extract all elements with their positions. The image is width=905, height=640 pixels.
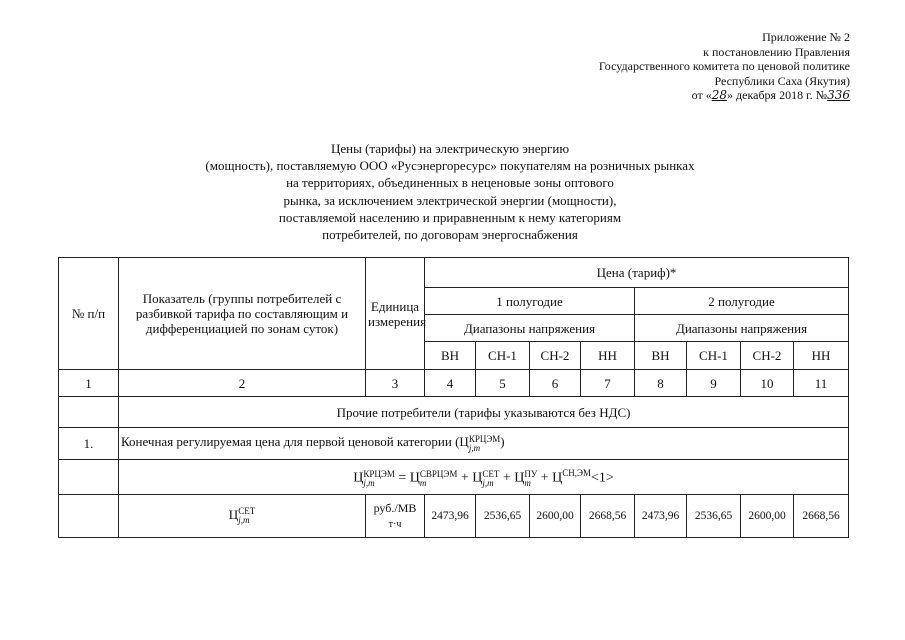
column-number-row [59,370,849,397]
empty-cell [59,397,119,428]
row-description-indices [469,435,500,453]
formula-operator: + Ц [457,470,483,486]
column-number: 6 [530,370,581,397]
formula-sup: СВРЦЭМ [419,468,458,479]
formula-sup: СЕТ [482,468,500,479]
appendix-title: Приложение № 2 [762,30,850,44]
appendix-block [599,30,850,103]
empty-cell [59,460,119,495]
formula-sub: m [524,477,531,488]
formula-sub: j,m [363,477,375,488]
voltage-sn2-2: СН-2 [741,342,794,370]
date-number: 336 [827,88,850,103]
formula-term: Ц [353,470,364,486]
appendix-committee: Государственного комитета по ценовой политике [598,59,850,74]
document-title [140,140,760,243]
header-number: № п/п [59,258,119,370]
formula-operator: = Ц [394,470,420,486]
value-cell: 2600,00 [530,495,581,538]
formula-sup: СН,ЭМ [562,468,591,479]
column-number: 4 [425,370,476,397]
tariff-table [58,257,849,538]
header-indicator: Показатель (группы потребителей с разбивкой тарифа по составляющим и дифференциацией по зонам суток) [119,258,366,370]
label-term: Ц [228,506,239,522]
voltage-sn1-2: СН-1 [687,342,741,370]
appendix-region: Республики Саха (Якутия) [714,73,850,88]
data-row-unit [366,495,425,538]
row-description [119,428,849,460]
column-number: 8 [635,370,687,397]
title-line-6: потребителей, по договорам энергоснабжения [322,227,578,243]
column-number: 5 [476,370,530,397]
index-sub: j,m [468,442,481,453]
column-number: 1 [59,370,119,397]
value-cell: 2668,56 [794,495,849,538]
value-cell: 2536,65 [687,495,741,538]
formula-indices [524,470,537,488]
value-cell: 2473,96 [425,495,476,538]
row-number: 1. [59,428,119,460]
column-number: 11 [794,370,849,397]
header-voltage-ranges-2: Диапазоны напряжения [635,315,849,342]
section-heading: Прочие потребители (тарифы указываются без НДС) [119,397,849,428]
voltage-nn-1: НН [581,342,635,370]
appendix-date [599,88,850,103]
formula-indices [363,470,394,488]
unit-line-2: т·ч [388,518,402,530]
formula-indices [482,470,499,488]
header-voltage-ranges-1: Диапазоны напряжения [425,315,635,342]
value-cell: 2668,56 [581,495,635,538]
formula-note: <1> [590,470,614,486]
voltage-sn1-1: СН-1 [476,342,530,370]
title-line-1: Цены (тарифы) на электрическую энергию [330,141,570,156]
voltage-sn2-1: СН-2 [530,342,581,370]
column-number: 2 [119,370,366,397]
label-sup: СЕТ [238,506,256,516]
title-line-3: на территориях, объединенных в неценовые зоны оптового [286,175,614,191]
voltage-vn-2: ВН [635,342,687,370]
appendix-reference: к постановлению Правления [703,44,850,59]
formula-operator: + Ц [499,470,525,486]
date-middle: » декабря 2018 г. № [727,88,828,103]
formula-sub: m [419,477,427,488]
header-price: Цена (тариф)* [425,258,849,288]
formula-sup: КРЦЭМ [363,468,395,479]
header-unit: Единица измерения [366,258,425,370]
value-cell: 2473,96 [635,495,687,538]
header-half-2: 2 полугодие [635,288,849,315]
empty-cell [59,495,119,538]
date-day: 28 [711,88,728,103]
label-indices [238,507,255,525]
formula-indices [420,470,457,488]
formula-sub: j,m [482,477,494,488]
index-sup: КРЦЭМ [468,433,501,444]
column-number: 7 [581,370,635,397]
value-cell: 2600,00 [741,495,794,538]
header-half-1: 1 полугодие [425,288,635,315]
row-description-text: Конечная регулируемая цена для первой ценовой категории (Ц [121,434,469,450]
title-line-5: поставляемой населению и приравненным к нему категориям [278,209,622,225]
value-cell: 2536,65 [476,495,530,538]
voltage-nn-2: НН [794,342,849,370]
price-formula [119,460,849,495]
date-prefix: от « [691,88,712,103]
voltage-vn-1: ВН [425,342,476,370]
data-row-label [119,495,366,538]
title-line-4: рынка, за исключением электрической энергии (мощности), [283,192,617,208]
column-number: 9 [687,370,741,397]
formula-sup: ПУ [524,468,538,479]
formula-operator: + Ц [537,470,563,486]
unit-line-1: руб./МВ [373,500,417,515]
label-sub: j,m [238,515,250,525]
column-number: 10 [741,370,794,397]
row-description-close: ) [500,434,505,450]
column-number: 3 [366,370,425,397]
table-row [59,495,849,538]
title-line-2: (мощность), поставляемую ООО «Русэнергоресурс» покупателям на розничных рынках [205,158,695,174]
